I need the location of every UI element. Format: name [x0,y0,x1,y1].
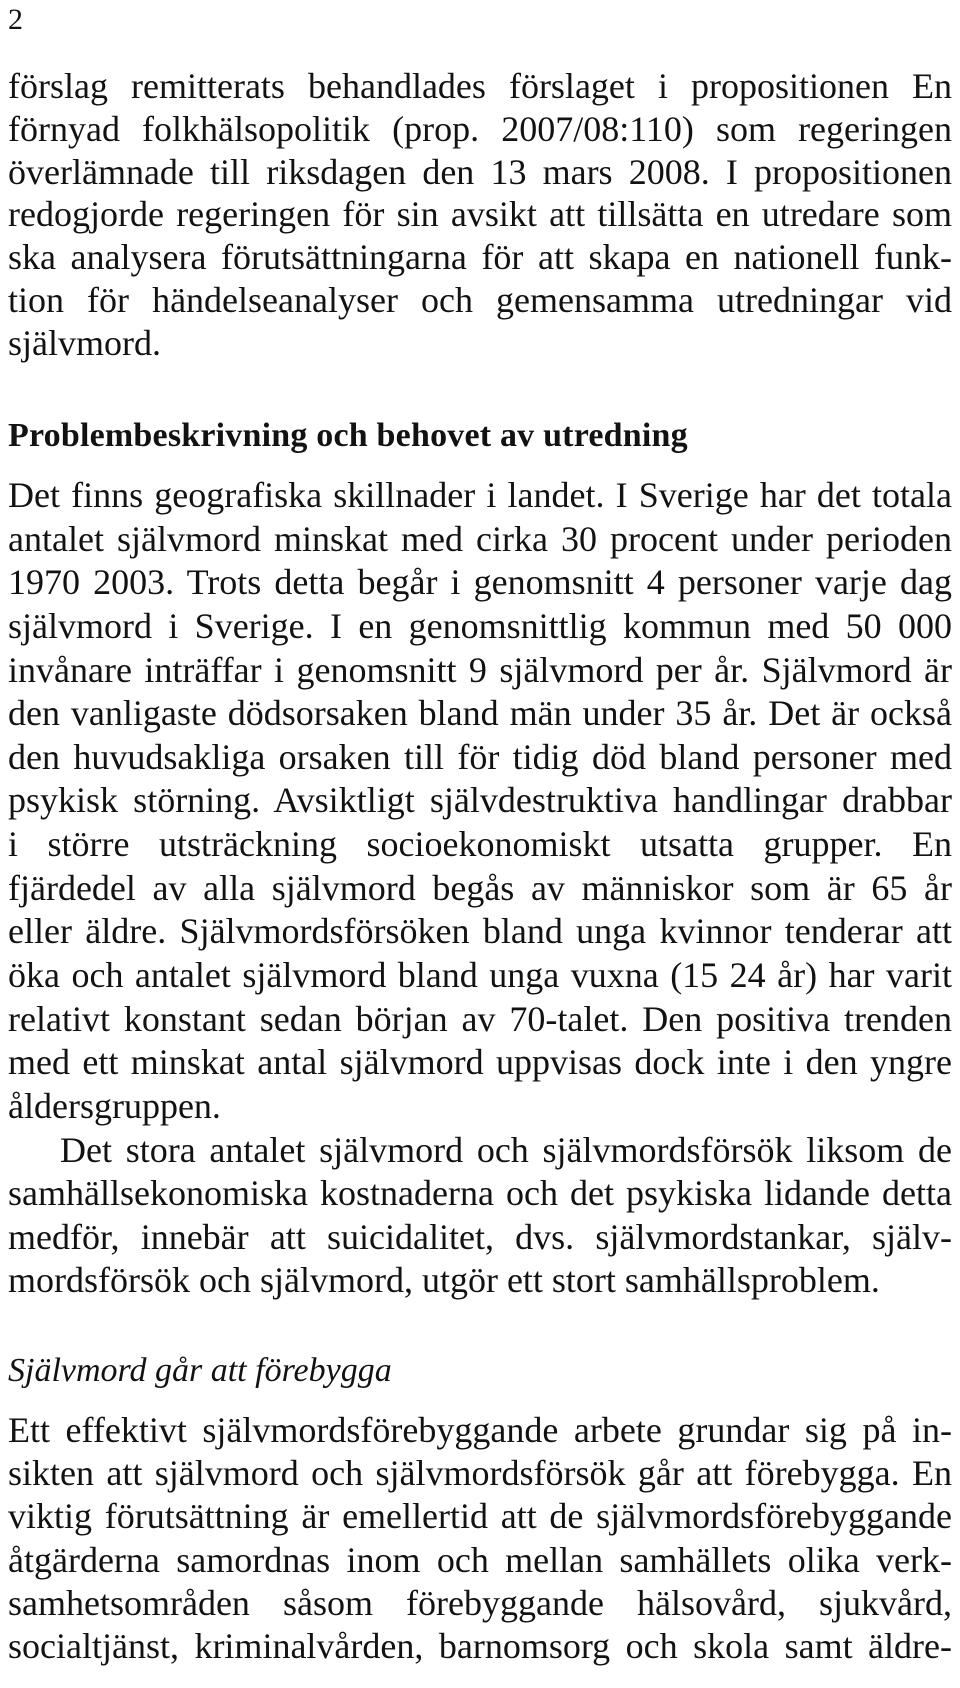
text-line: självmord i Sverige. I en genomsnittlig kommun med 50 000 [8,605,952,646]
paragraph-intro [8,65,952,365]
text-line: redogjorde regeringen för sin avsikt att tillsätta en utredare som [8,194,952,235]
text-line: tion för händelseanalyser och gemensamma utredningar vid [8,279,952,320]
text-line: den huvudsakliga orsaken till för tidig död bland personer med [8,736,952,777]
text-line: den vanligaste dödsorsaken bland män under 35 år. Det är också [8,693,952,734]
section-subheading: Självmord går att förebygga [8,1352,392,1389]
text-line: samhetsområden såsom förebyggande hälsovård, sjukvård, [8,1582,952,1623]
text-line: Det finns geografiska skillnader i landet. I Sverige har det totala [8,475,952,515]
text-line: antalet självmord minskat med cirka 30 procent under perioden [8,518,952,559]
text-line: fjärdedel av alla självmord begås av människor som är 65 år [8,867,952,908]
text-line: medför, innebär att suicidalitet, dvs. självmordstankar, själv- [8,1216,952,1257]
text-line: åldersgruppen. [8,1085,221,1126]
text-line: relativt konstant sedan början av 70-talet. Den positiva trenden [8,998,952,1039]
text-line: eller äldre. Självmordsförsöken bland unga kvinnor tenderar att [8,911,952,952]
text-line: samhällsekonomiska kostnaderna och det psykiska lidande detta [8,1173,952,1214]
text-line: i större utsträckning socioekonomiskt utsatta grupper. En [8,824,952,864]
text-line: Det stora antalet självmord och självmordsförsök liksom de [60,1130,952,1170]
text-line: sikten att självmord och självmordsförsök går att förebygga. En [8,1453,952,1494]
text-line: psykisk störning. Avsiktligt självdestruktiva handlingar drabbar [8,780,952,821]
text-line: förnyad folkhälsopolitik (prop. 2007/08:110) som regeringen [8,108,952,149]
text-line: 1970 2003. Trots detta begår i genomsnitt 4 personer varje dag [8,562,952,603]
text-line: med ett minskat antal självmord uppvisas dock inte i den yngre [8,1042,952,1083]
text-line: mordsförsök och självmord, utgör ett stort samhällsproblem. [8,1259,880,1300]
text-line: åtgärderna samordnas inom och mellan samhällets olika verk- [8,1539,952,1580]
paragraph-problem-description [8,474,952,1128]
paragraph-societal-problem [8,1129,952,1302]
text-line: förslag remitterats behandlades förslaget i propositionen En [8,66,952,106]
text-line: viktig förutsättning är emellertid att de självmordsförebyggande [8,1496,952,1537]
text-line: invånare inträffar i genomsnitt 9 självmord per år. Självmord är [8,649,952,690]
paragraph-prevention [8,1409,952,1668]
text-line: ska analysera förutsättningarna för att skapa en nationell funk- [8,237,952,278]
text-line: socialtjänst, kriminalvården, barnomsorg och skola samt äldre- [8,1625,952,1666]
text-line: Ett effektivt självmordsförebyggande arbete grundar sig på in- [8,1410,952,1450]
text-line: öka och antalet självmord bland unga vuxna (15 24 år) har varit [8,954,952,995]
text-line: självmord. [8,322,161,363]
section-heading: Problembeskrivning och behovet av utredning [8,417,688,454]
text-line: överlämnade till riksdagen den 13 mars 2008. I propositionen [8,151,952,192]
page-number: 2 [8,3,23,36]
